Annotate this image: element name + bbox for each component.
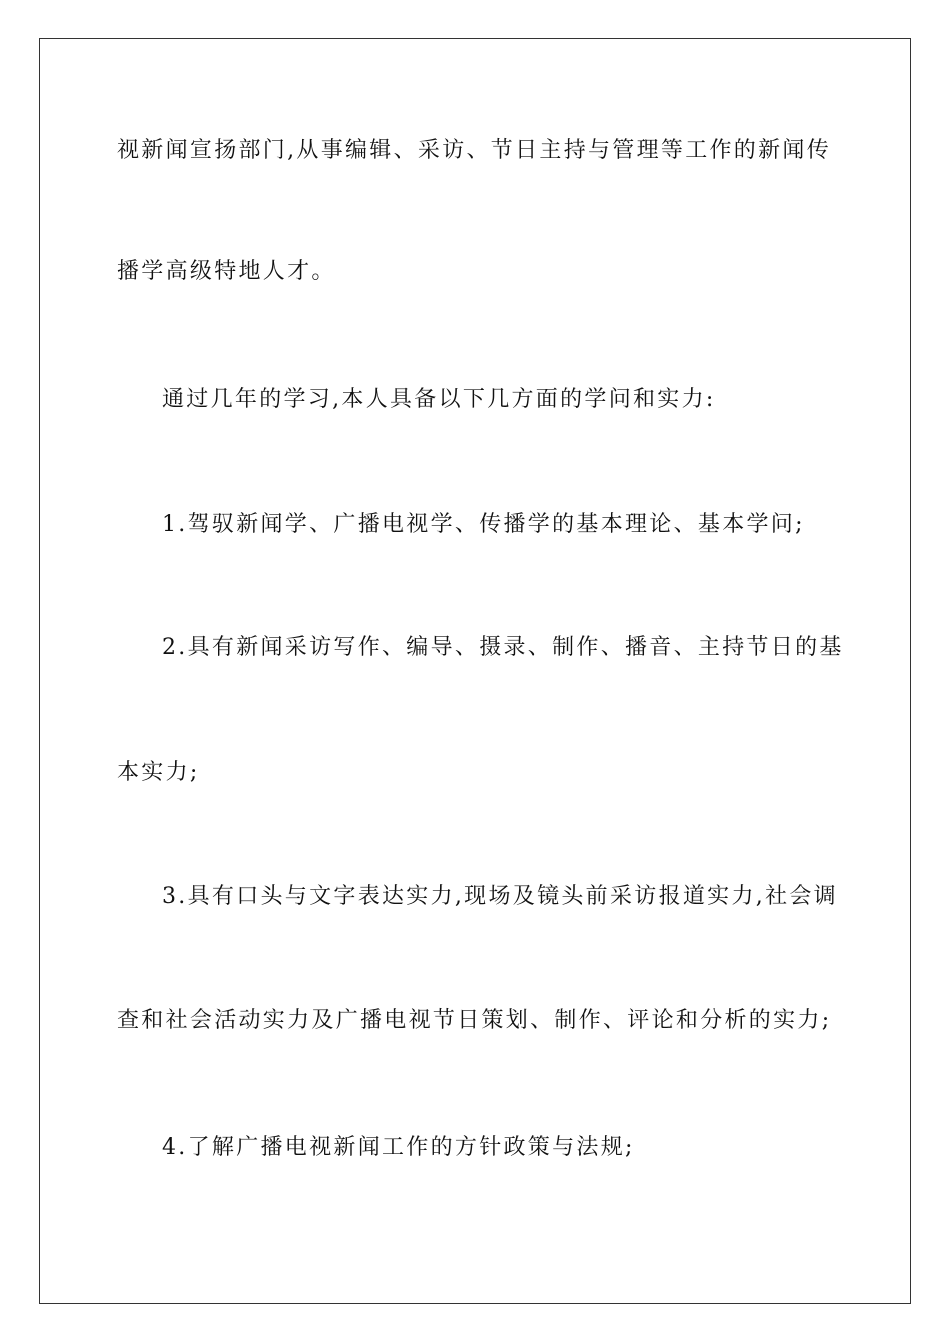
body-text-line: 播学高级特地人才。 [117, 259, 336, 284]
list-item-2-continuation: 本实力; [117, 760, 200, 785]
list-item-1: 1.驾驭新闻学、广播电视学、传播学的基本理论、基本学问; [162, 512, 805, 537]
list-item-4: 4.了解广播电视新闻工作的方针政策与法规; [162, 1135, 635, 1160]
page-border [39, 38, 911, 1304]
body-text-line: 视新闻宣扬部门,从事编辑、采访、节日主持与管理等工作的新闻传 [117, 138, 831, 163]
paragraph-intro: 通过几年的学习,本人具备以下几方面的学问和实力: [162, 387, 716, 412]
list-item-2: 2.具有新闻采访写作、编导、摄录、制作、播音、主持节日的基 [162, 635, 844, 660]
list-item-3: 3.具有口头与文字表达实力,现场及镜头前采访报道实力,社会调 [162, 884, 838, 909]
list-item-3-continuation: 查和社会活动实力及广播电视节日策划、制作、评论和分析的实力; [117, 1008, 832, 1033]
